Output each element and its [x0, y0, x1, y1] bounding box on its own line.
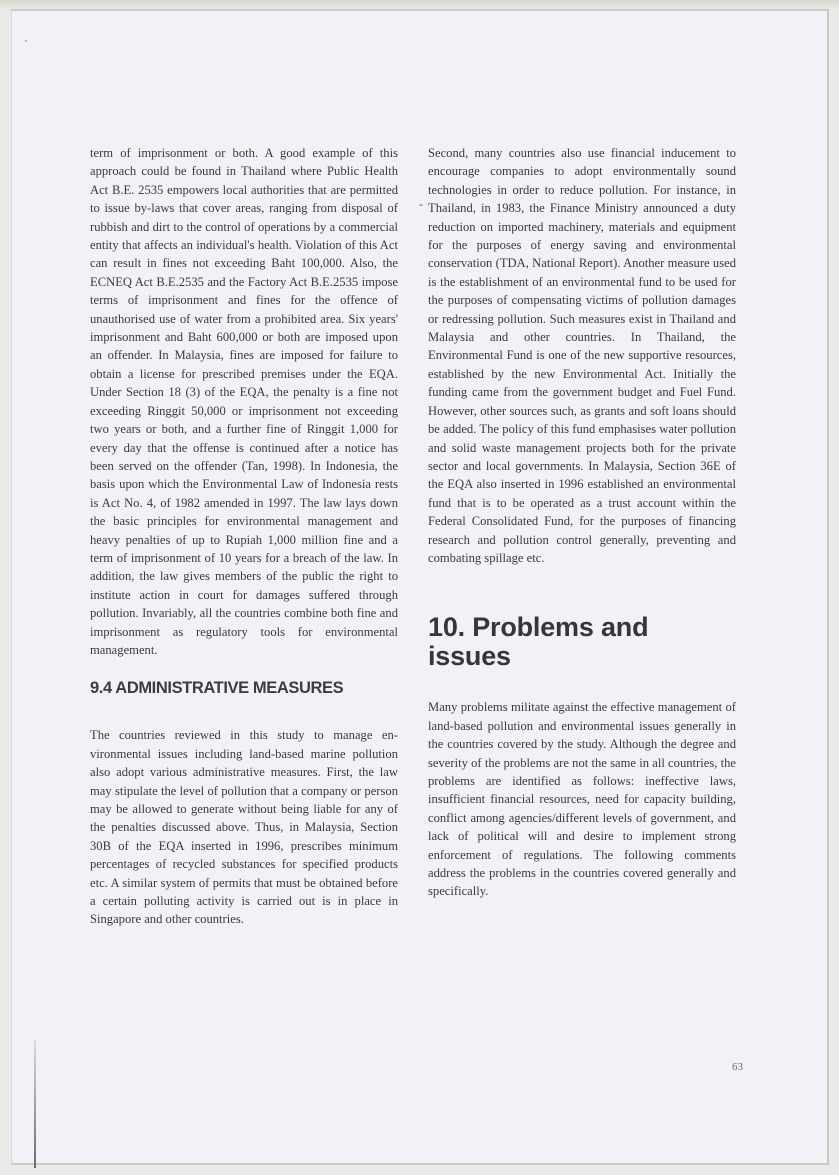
body-paragraph-administrative: The countries reviewed in this study to manage environmental issues including land-based marine pollution also adopt various administrative measures. First, the law may stipulate the level of pollution that a company or person may be allowed to generate without being liable for any of the penalties discussed above. Thus, in Malaysia, Section 30B of the EQA inserted in 1996, prescribes minimum percentages of recycled substances for specified products etc. A similar system of permits that must be obtained before a certain polluting activity is carried out is in place in Singapore and other countries. — [90, 728, 398, 927]
right-column — [428, 144, 736, 901]
body-paragraph-penalties: term of imprisonment or both. A good example of this approach could be found in Thailand where Public Health Act B.E. 2535 empowers local authorities that are permitted to issue by-laws that cover areas, ranging from disposal of rubbish and dirt to the control of operations by a commercial entity that affects an individual's health. Violation of this Act can result in fines not exceeding Baht 100,000. Also, the ECNEQ Act B.E.2535 and the Factory Act B.E.2535 impose terms of imprisonment and fines for the offence of unauthorised use of water from a prohibited area. Six years' imprisonment and Baht 600,000 or both are imposed upon an offender. In Malaysia, fines are imposed for failure to obtain a license for prescribed premises under the EQA. Under Section 18 (3) of the EQA, the penalty is a fine not exceeding Ringgit 50,000 or imprisonment not exceeding two years or both, and a further fine of Ringgit 1,000 for every day that the offense is continued after a notice has been served on the offender (Tan, 1998). In Indonesia, the basis upon which the Environmental Law of Indonesia rests is Act No. 4, of 1982 amended in 1997. The law lays down the basic principles for environmental management and heavy penalties of up to Rupiah 1,000 million fine and a term of imprisonment of 10 years for a breach of the law. In addition, the law gives members of the public the right to institute action in court for damages suffered through pollution. Invariably, all the countries combine both fine and imprisonment as regulatory tools for environmental management. — [90, 146, 398, 657]
chapter-heading-problems-issues: 10. Problems and issues — [428, 612, 649, 672]
body-paragraph-problems: Many problems militate against the effective management of land-based pollution and environmental issues generally in the countries covered by the study. Although the degree and severity of the problems are not the same in all countries, the problems are identified as follows: ineffective laws, insufficient financial resources, need for capacity building, conflict among agencies/different levels of government, and lack of political will and desire to implement strong enforcement of regulations. The following comments address the problems in the countries covered generally and specifically. — [428, 700, 736, 899]
section-heading-administrative-measures: 9.4 ADMINISTRATIVE MEASURES — [90, 679, 344, 698]
scan-speck — [25, 40, 27, 42]
body-paragraph-financial-inducement: Second, many countries also use financial inducement to encourage companies to adopt environmentally sound technologies in order to reduce pollution. For instance, in Thailand, in 1983, the Finance Ministry announced a duty reduction on imported machinery, materials and equipment for the purposes of energy saving and environmental conservation (TDA, National Report). Another measure used is the establishment of an environmental fund to be used for the purposes of compensating victims of pollution damages or redressing pollution. Such measures exist in Thailand and Malaysia and other countries. In Thailand, the Environmental Fund is one of the new supportive resources, established by the new Environmental Act. Initially the funding came from the government budget and Fuel Fund. However, other sources such, as grants and soft loans should be added. The policy of this fund emphasises water pollution and solid waste management projects both for the private sector and local governments. In Malaysia, Section 36E of the EQA also inserted in 1996 established an environmental fund that is to be operated as a trust account within the Federal Consolidated Fund, for the purposes of financing research and pollution control generally, preventing and combating spillage etc. — [428, 146, 736, 565]
page-number: 63 — [732, 1061, 743, 1073]
margin-mark: - — [419, 197, 423, 211]
left-column — [90, 144, 398, 929]
binding-line — [34, 1040, 36, 1168]
